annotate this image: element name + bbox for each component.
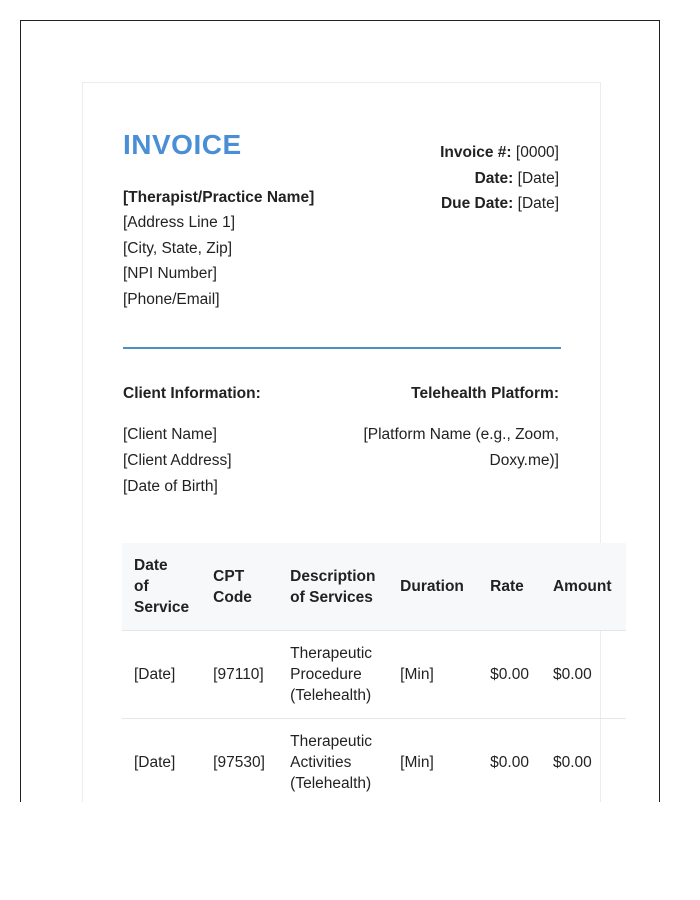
client-address: [Client Address] [123, 452, 232, 469]
invoice-date-label: Date: [474, 170, 514, 187]
platform-heading: Telehealth Platform: [411, 385, 559, 402]
header-divider [123, 347, 561, 349]
cell-date: [Date] [122, 631, 201, 719]
cell-rate: $0.00 [478, 631, 541, 719]
cell-duration: [Min] [388, 719, 478, 803]
invoice-title: INVOICE [123, 129, 242, 160]
cell-cpt: [97530] [201, 719, 278, 803]
cell-amount: $0.00 [541, 631, 626, 719]
cell-duration: [Min] [388, 631, 478, 719]
cell-amount: $0.00 [541, 719, 626, 803]
invoice-number-label: Invoice #: [440, 144, 512, 161]
header-text: CPT [213, 567, 245, 585]
client-dob: [Date of Birth] [123, 478, 218, 495]
desc-text: Activities [290, 754, 352, 771]
practice-npi: [NPI Number] [123, 265, 217, 282]
invoice-due-date [441, 191, 559, 217]
services-table [122, 543, 626, 802]
header-text: Service [134, 599, 190, 616]
table-row [122, 631, 626, 719]
desc-text: Therapeutic [290, 733, 373, 750]
cell-cpt: [97110] [201, 631, 278, 719]
col-rate: Rate [478, 543, 541, 631]
desc-text: (Telehealth) [290, 775, 372, 792]
col-amount: Amount [541, 543, 626, 631]
practice-city-state-zip: [City, State, Zip] [123, 240, 233, 257]
invoice-date [475, 166, 559, 192]
table-row [122, 719, 626, 803]
header-text: Description [290, 567, 376, 585]
col-description [278, 543, 388, 631]
page-frame [20, 20, 660, 802]
client-info-heading: Client Information: [123, 385, 261, 402]
header-text: of Services [290, 588, 373, 606]
header-text: Code [213, 588, 252, 606]
col-date-of-service [122, 543, 201, 631]
desc-text: Procedure [290, 666, 362, 683]
header-text: Date [134, 557, 168, 574]
cell-date: [Date] [122, 719, 201, 803]
col-cpt-code [201, 543, 278, 631]
cell-description [278, 719, 388, 803]
desc-text: Therapeutic [290, 645, 373, 662]
invoice-date-value: [Date] [517, 170, 559, 187]
cell-rate: $0.00 [478, 719, 541, 803]
due-date-value: [Date] [517, 195, 559, 212]
invoice-number [440, 140, 559, 166]
due-date-label: Due Date: [440, 195, 514, 212]
table-header-row [122, 543, 626, 631]
platform-name-line2: Doxy.me)] [489, 452, 559, 469]
header-text: of [134, 578, 149, 595]
practice-contact: [Phone/Email] [123, 291, 220, 308]
col-duration: Duration [388, 543, 478, 631]
invoice-number-value: [0000] [515, 144, 559, 161]
client-name: [Client Name] [123, 426, 217, 443]
desc-text: (Telehealth) [290, 687, 372, 704]
platform-name-line1: [Platform Name (e.g., Zoom, [363, 426, 559, 443]
practice-name: [Therapist/Practice Name] [123, 189, 315, 206]
practice-address: [Address Line 1] [123, 214, 236, 231]
cell-description [278, 631, 388, 719]
